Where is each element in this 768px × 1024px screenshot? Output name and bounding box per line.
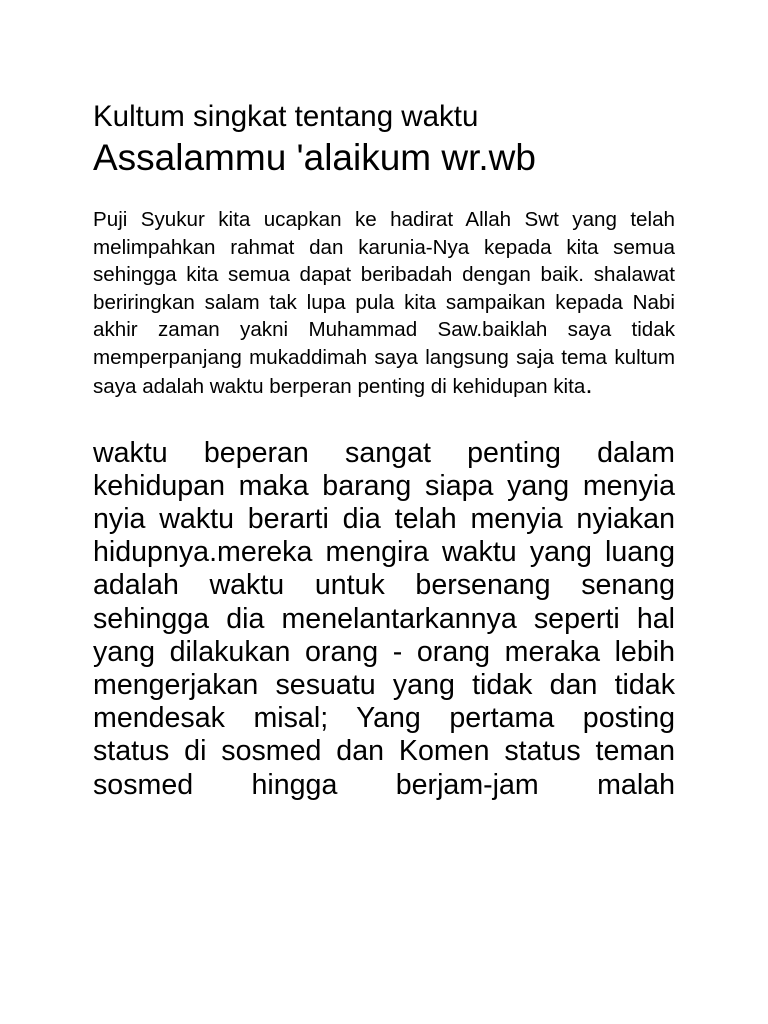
document-title: Kultum singkat tentang waktu (93, 100, 479, 133)
opening-paragraph-text: Puji Syukur kita ucapkan ke hadirat Allah Swt yang telah melimpahkan rahmat dan karunia-Nya kepada kita semua sehingga kita semua dapat beribadah dengan baik. shalawat beriringkan salam tak lupa pula kita sampaikan kepada Nabi akhir zaman yakni Muhammad Saw.baiklah saya tidak memperpanjang mukaddimah saya langsung saja tema kultum saya adalah waktu berperan penting di kehidupan kita (93, 208, 675, 398)
document-page (93, 98, 675, 802)
greeting-heading: Assalammu 'alaikum wr.wb (93, 137, 536, 178)
body-paragraph: waktu beperan sangat penting dalam kehidupan maka barang siapa yang menyia nyia waktu berarti dia telah menyia nyiakan hidupnya.mereka mengira waktu yang luang adalah waktu untuk bersenang senang sehingga dia menelantarkannya seperti hal yang dilakukan orang - orang meraka lebih mengerjakan sesuatu yang tidak dan tidak mendesak misal; Yang pertama posting status di sosmed dan Komen status teman sosmed hingga berjam-jam malah (93, 436, 675, 801)
opening-paragraph-period: . (585, 369, 593, 399)
opening-paragraph (93, 206, 675, 401)
